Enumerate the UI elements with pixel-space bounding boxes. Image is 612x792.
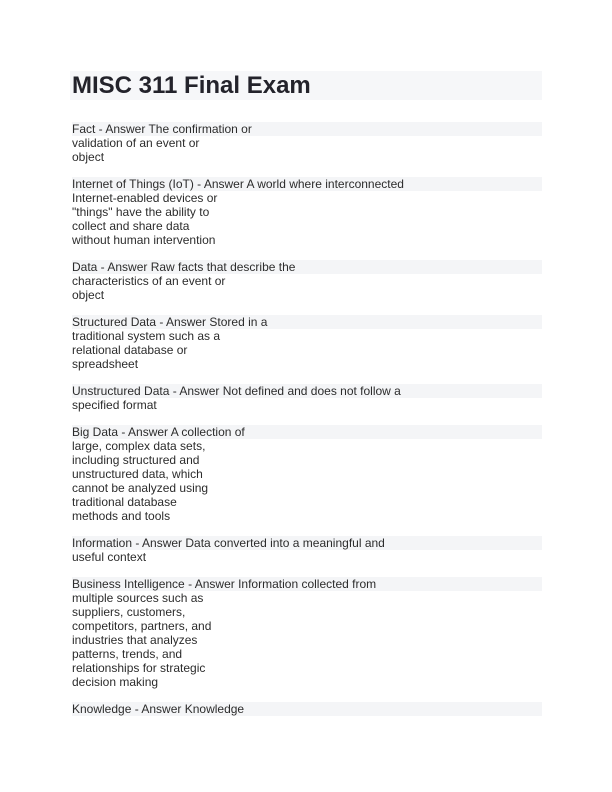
entry-line: traditional system such as a (72, 329, 221, 343)
entry-line: competitors, partners, and (72, 619, 212, 633)
entry-line: traditional database (72, 495, 177, 509)
entry-line: Knowledge - Answer Knowledge (72, 702, 542, 716)
flashcard-list (72, 122, 542, 729)
entry-line: Big Data - Answer A collection of (72, 425, 542, 439)
entry-line: "things" have the ability to (72, 205, 210, 219)
entry-line: patterns, trends, and (72, 647, 183, 661)
term-entry-structured-data (72, 315, 542, 371)
entry-line: spreadsheet (72, 357, 139, 371)
entry-line: object (72, 288, 105, 302)
term-entry-data (72, 260, 542, 302)
entry-line: Internet of Things (IoT) - Answer A world where interconnected (72, 177, 542, 191)
term-entry-unstructured-data (72, 384, 542, 412)
entry-line: methods and tools (72, 509, 171, 523)
entry-line: Unstructured Data - Answer Not defined and does not follow a (72, 384, 542, 398)
entry-line: Business Intelligence - Answer Information collected from (72, 577, 542, 591)
entry-line: specified format (72, 398, 157, 412)
entry-line: Structured Data - Answer Stored in a (72, 315, 542, 329)
entry-line: unstructured data, which (72, 467, 203, 481)
entry-line: relational database or (72, 343, 188, 357)
page-title: MISC 311 Final Exam (72, 72, 311, 99)
entry-line: large, complex data sets, (72, 439, 206, 453)
entry-line: cannot be analyzed using (72, 481, 209, 495)
entry-line: without human intervention (72, 233, 216, 247)
term-entry-business-intelligence (72, 577, 542, 689)
entry-line: industries that analyzes (72, 633, 198, 647)
term-entry-big-data (72, 425, 542, 523)
entry-line: object (72, 150, 105, 164)
entry-line: including structured and (72, 453, 200, 467)
term-entry-information (72, 536, 542, 564)
entry-line: Fact - Answer The confirmation or (72, 122, 542, 136)
term-entry-fact (72, 122, 542, 164)
entry-line: relationships for strategic (72, 661, 206, 675)
entry-line: Internet-enabled devices or (72, 191, 218, 205)
entry-line: Data - Answer Raw facts that describe the (72, 260, 542, 274)
entry-line: decision making (72, 675, 159, 689)
entry-line: collect and share data (72, 219, 190, 233)
entry-line: characteristics of an event or (72, 274, 226, 288)
entry-line: Information - Answer Data converted into a meaningful and (72, 536, 542, 550)
entry-line: suppliers, customers, (72, 605, 186, 619)
entry-line: multiple sources such as (72, 591, 204, 605)
term-entry-iot (72, 177, 542, 247)
entry-line: useful context (72, 550, 147, 564)
entry-line: validation of an event or (72, 136, 200, 150)
term-entry-knowledge (72, 702, 542, 716)
